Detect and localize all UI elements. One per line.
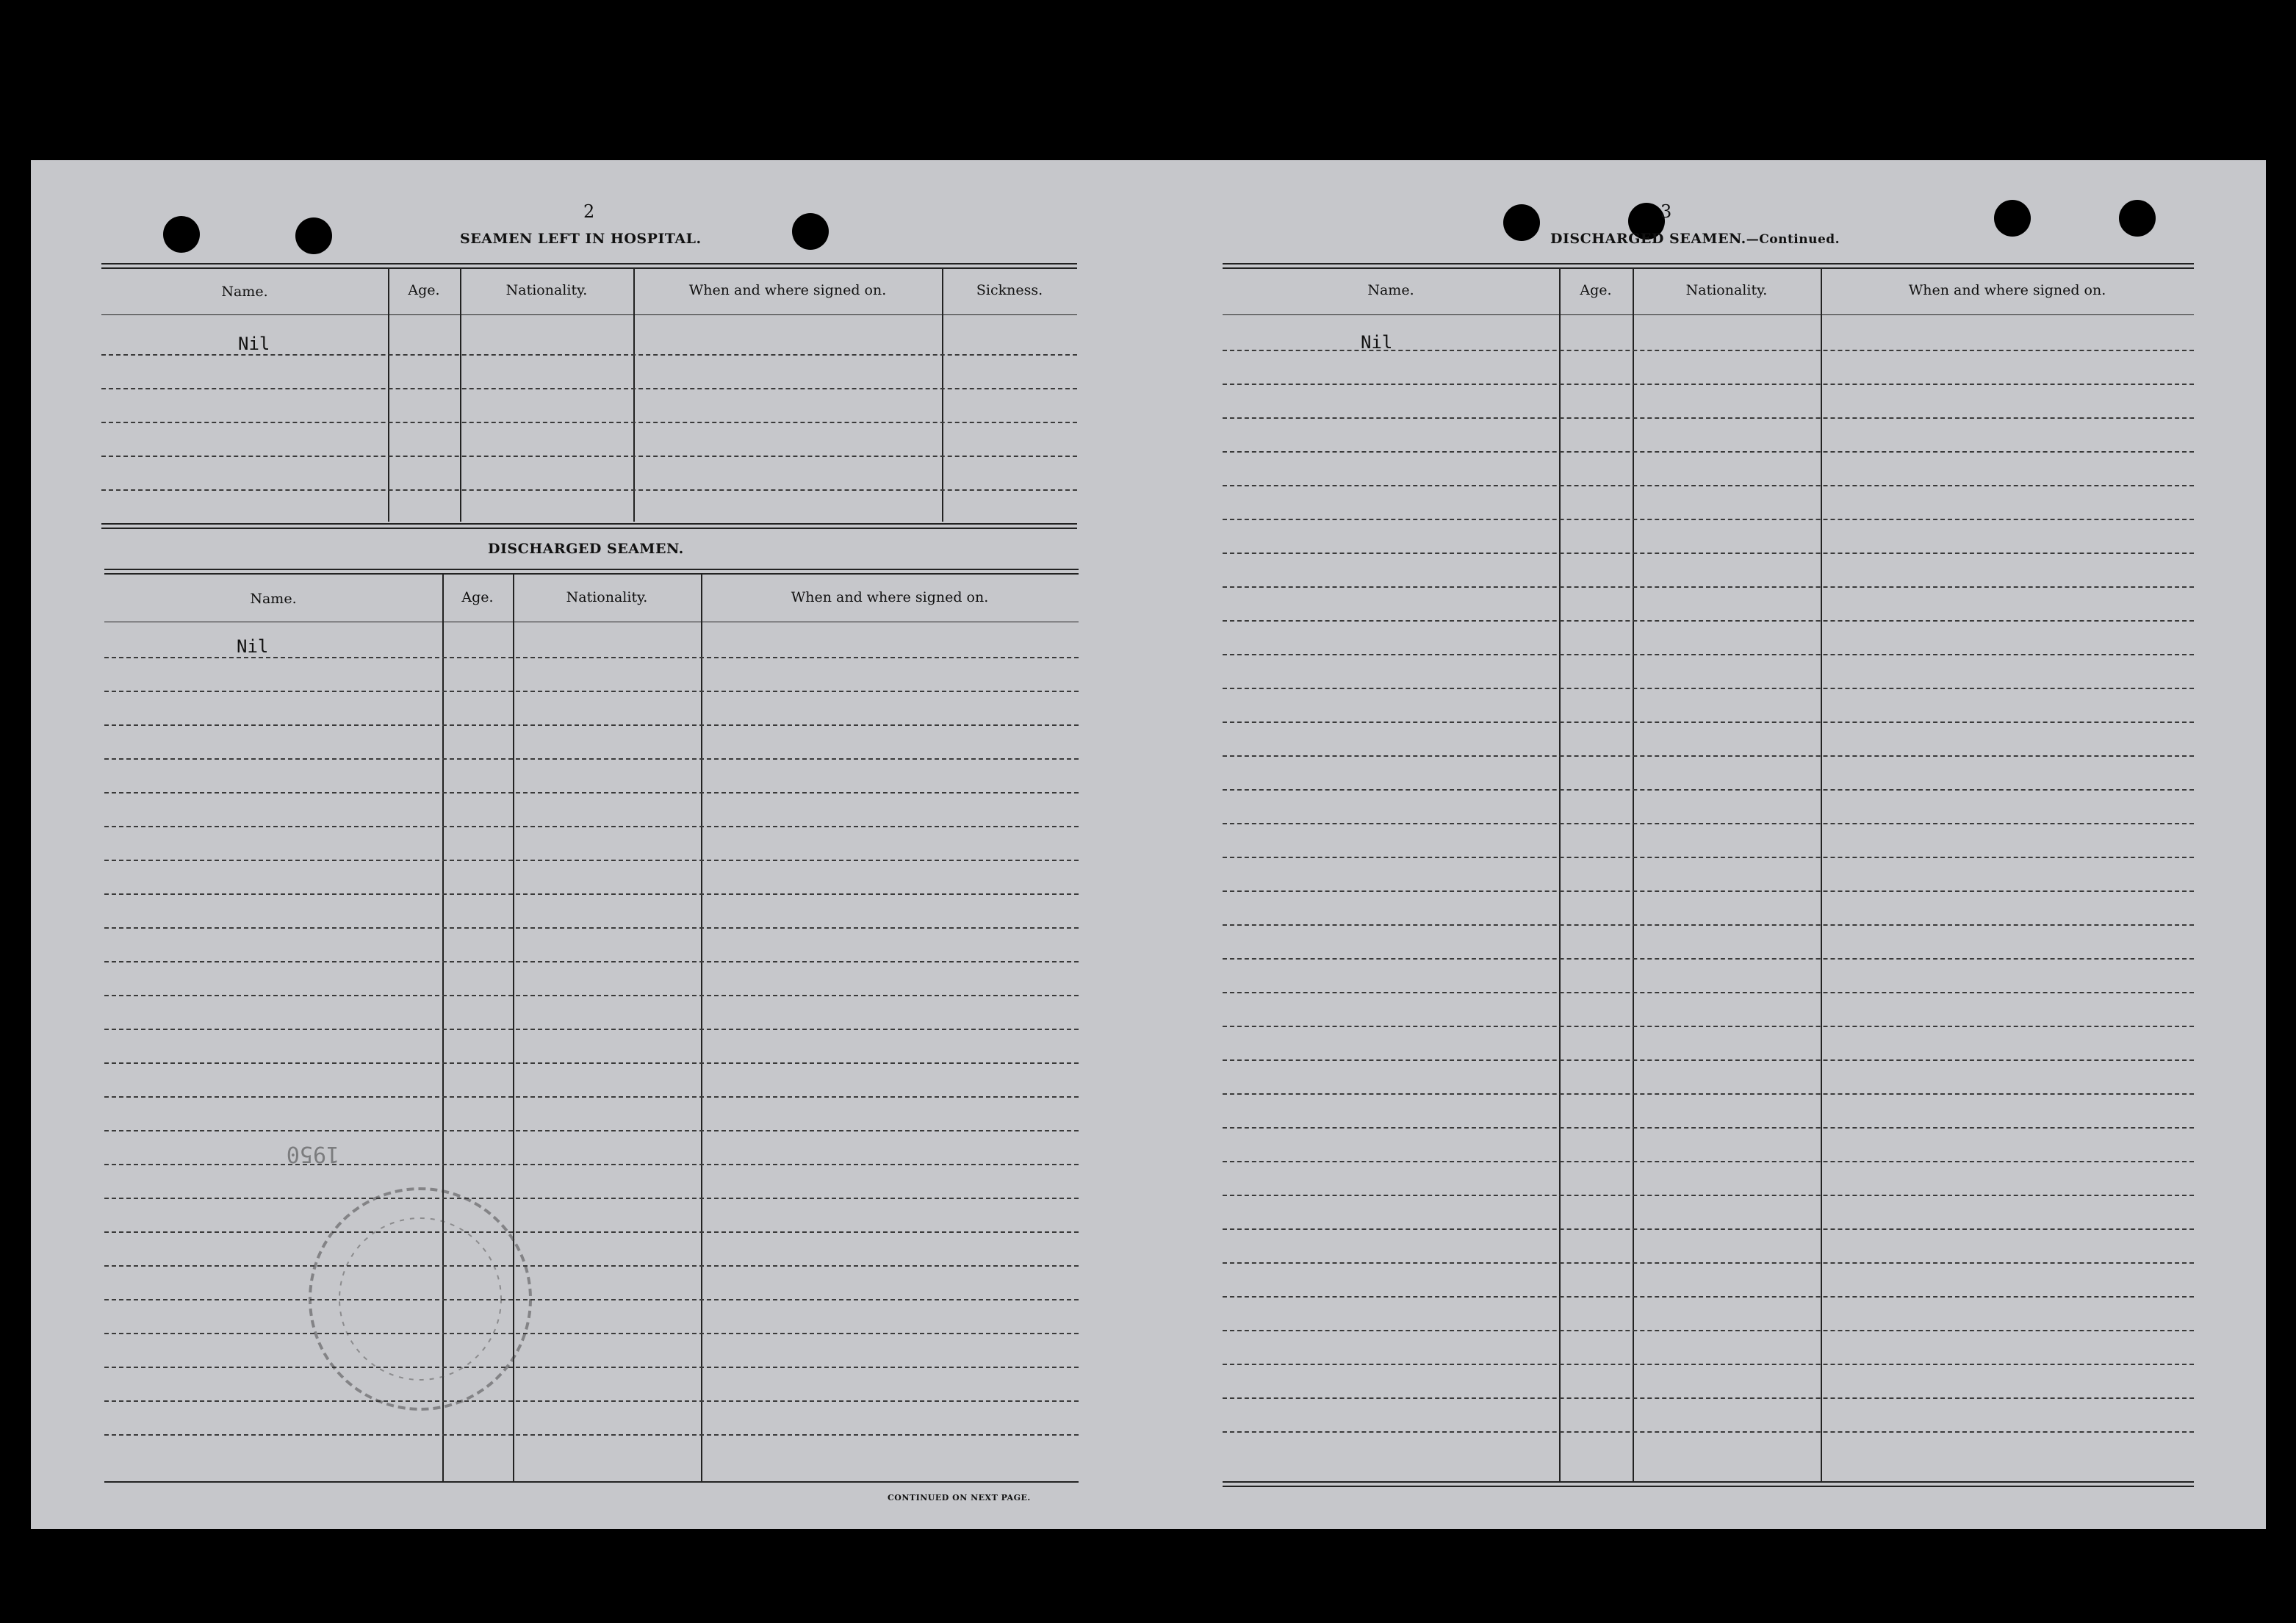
col-header-signed-on: When and where signed on. — [1908, 282, 2106, 298]
punch-hole — [1994, 200, 2031, 237]
date-stamp-year: 1950 — [286, 1141, 339, 1167]
date-stamp — [119, 1005, 384, 1226]
col-header-signed-on: When and where signed on. — [688, 282, 887, 298]
col-header-name: Name. — [221, 284, 268, 300]
punch-hole — [2119, 200, 2156, 237]
hospital-table — [101, 263, 1077, 528]
punch-hole — [792, 213, 829, 250]
col-header-name: Name. — [250, 591, 297, 607]
right-entry-name: Nil — [1361, 332, 1393, 353]
punch-hole — [295, 217, 332, 254]
document-sheet — [31, 160, 2266, 1529]
discharged-table-right — [1223, 263, 2194, 1490]
discharged-continued-title — [1550, 231, 1840, 247]
col-header-name: Name. — [1367, 282, 1414, 298]
discharged-continued-title-main: DISCHARGED SEAMEN. — [1550, 231, 1746, 247]
col-header-sickness: Sickness. — [976, 282, 1043, 298]
col-header-age: Age. — [408, 282, 440, 298]
discharged-entry-name: Nil — [237, 636, 269, 657]
col-header-age: Age. — [1580, 282, 1612, 298]
col-header-nationality: Nationality. — [1685, 282, 1768, 298]
page-number-left: 2 — [583, 201, 595, 222]
page-number-right: 3 — [1660, 201, 1672, 222]
col-header-nationality: Nationality. — [566, 589, 648, 605]
discharged-continued-title-suffix: —Continued. — [1746, 232, 1840, 247]
punch-hole — [1503, 204, 1540, 241]
col-header-signed-on: When and where signed on. — [791, 589, 989, 605]
punch-hole — [163, 216, 200, 253]
col-header-age: Age. — [461, 589, 494, 605]
col-header-nationality: Nationality. — [505, 282, 588, 298]
continued-note: CONTINUED ON NEXT PAGE. — [888, 1493, 1031, 1503]
discharged-section-title: DISCHARGED SEAMEN. — [488, 541, 684, 557]
hospital-section-title: SEAMEN LEFT IN HOSPITAL. — [460, 231, 702, 247]
hospital-entry-name: Nil — [238, 334, 270, 354]
